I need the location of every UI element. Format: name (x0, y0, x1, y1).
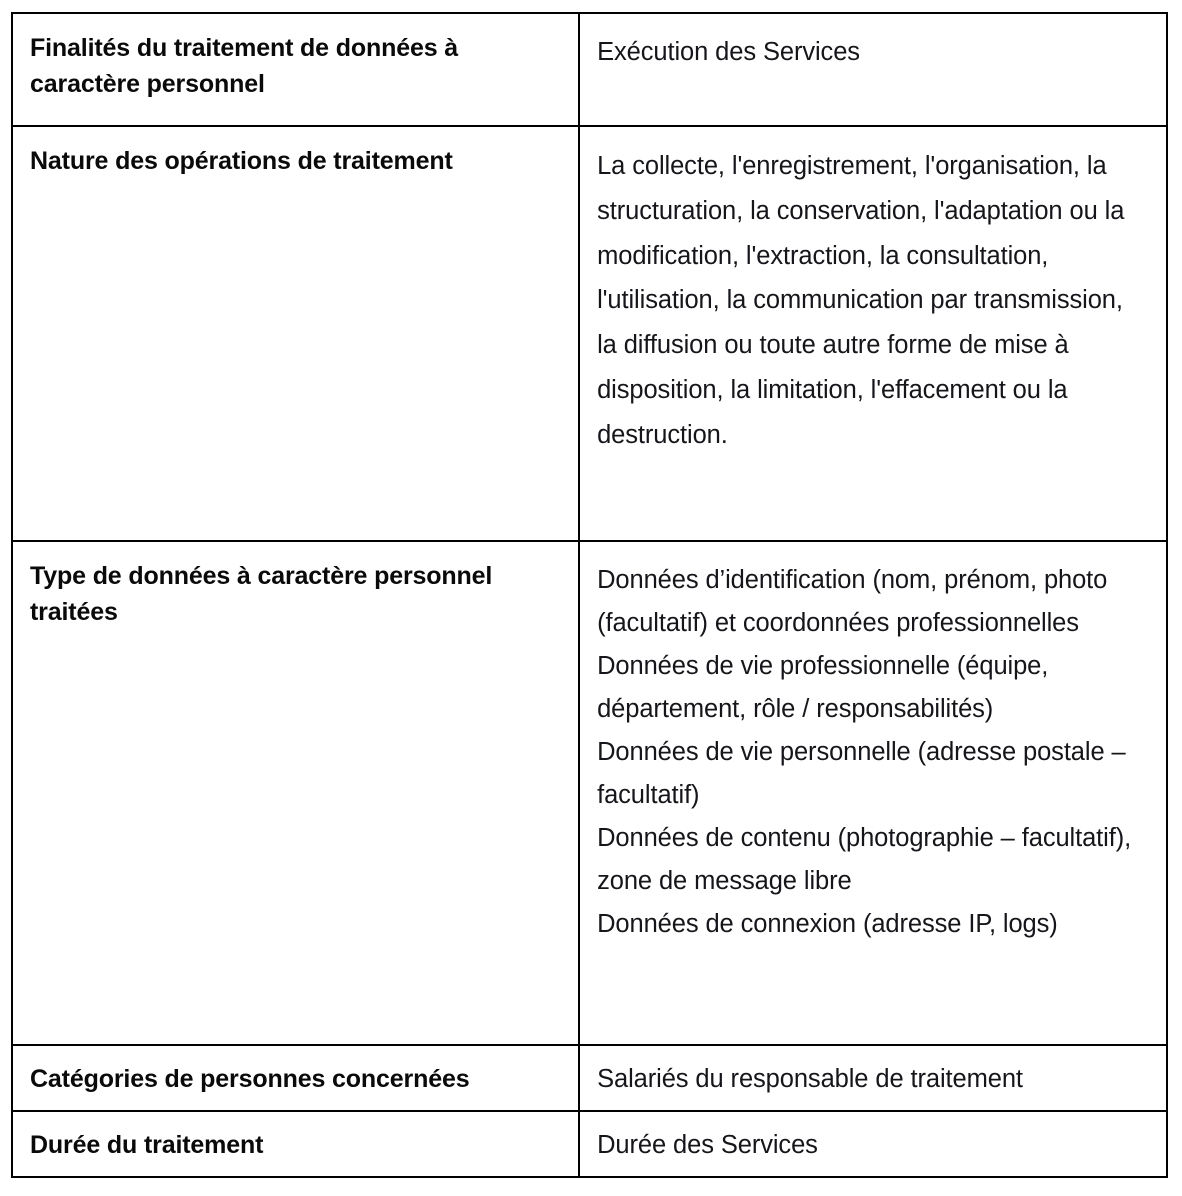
row-label-cell (12, 126, 579, 541)
row-value-cell (579, 541, 1167, 1044)
row-label-nature: Nature des opérations de traitement (30, 147, 453, 175)
value-line: Durée des Services (597, 1130, 818, 1159)
row-value-cell (579, 1111, 1167, 1177)
value-line: Données de contenu (photographie – facultatif), zone de message libre (597, 824, 1132, 896)
row-label-cell (12, 1111, 579, 1177)
row-value-duration (597, 1129, 1148, 1162)
table-body (12, 13, 1167, 1177)
row-value-purpose (597, 31, 1148, 74)
row-label-subjects: Catégories de personnes concernées (30, 1064, 470, 1093)
value-line: Salariés du responsable de traitement (597, 1064, 1023, 1093)
table-row (12, 1045, 1167, 1111)
row-label-cell (12, 541, 579, 1044)
row-label-types: Type de données à caractère personnel traitées (30, 562, 493, 626)
row-value-nature (597, 144, 1148, 457)
row-label-duration: Durée du traitement (30, 1130, 264, 1159)
value-line: Données de vie personnelle (adresse postale – facultatif) (597, 738, 1126, 810)
value-line: Données de vie professionnelle (équipe, département, rôle / responsabilités) (597, 652, 1049, 724)
table-row (12, 126, 1167, 541)
row-value-types (597, 559, 1148, 946)
value-line: Exécution des Services (597, 38, 860, 66)
data-processing-table (11, 12, 1168, 1178)
row-label-cell (12, 1045, 579, 1111)
table-row (12, 13, 1167, 126)
row-value-cell (579, 126, 1167, 541)
value-line: Données d’identification (nom, prénom, photo (facultatif) et coordonnées professionnelles (597, 566, 1108, 638)
row-value-cell (579, 13, 1167, 126)
value-line: La collecte, l'enregistrement, l'organisation, la structuration, la conservation, l'adaptation ou la modification, l'extraction, la consultation, l'utilisation, la communication par transmission, la diffusion ou toute autre forme de mise à disposition, la limitation, l'effacement ou la destruction. (597, 152, 1125, 449)
value-line: Données de connexion (adresse IP, logs) (597, 910, 1058, 938)
row-value-subjects (597, 1063, 1148, 1096)
table-row (12, 1111, 1167, 1177)
row-value-cell (579, 1045, 1167, 1111)
table-row (12, 541, 1167, 1044)
row-label-purpose: Finalités du traitement de données à caractère personnel (30, 34, 459, 98)
row-label-cell (12, 13, 579, 126)
